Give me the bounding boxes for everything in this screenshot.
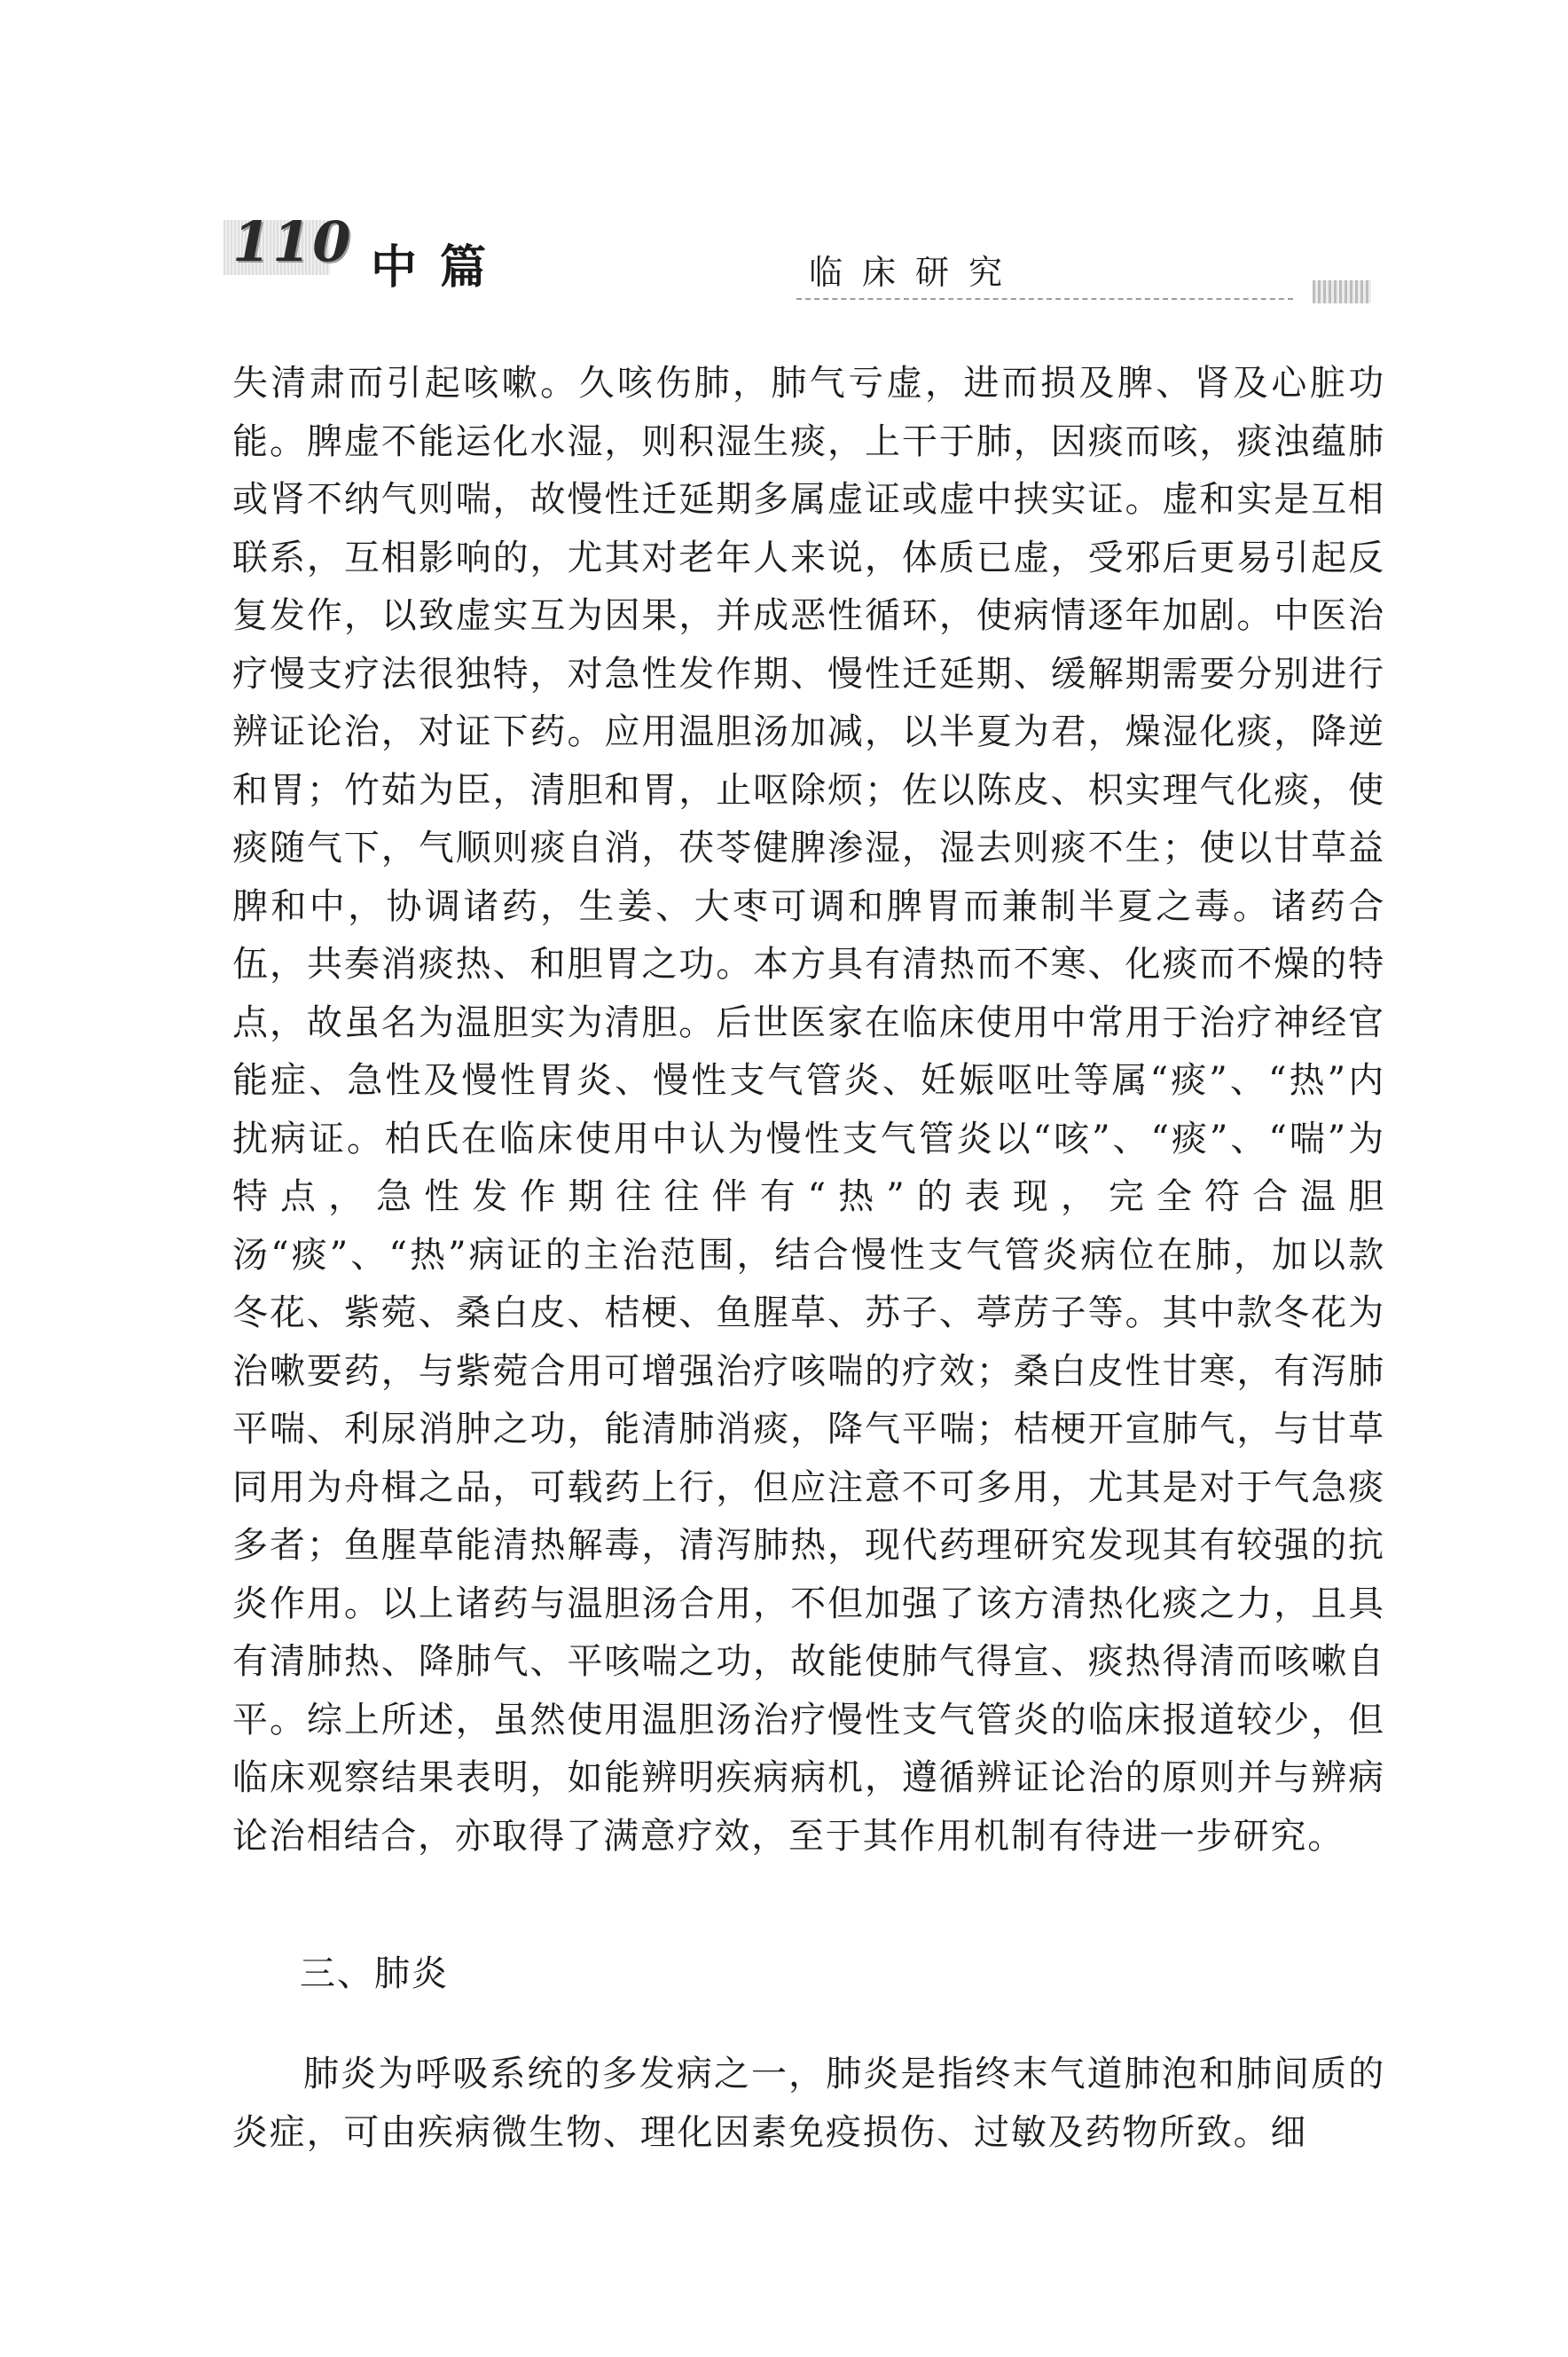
main-text xyxy=(232,355,1385,1866)
header-rule xyxy=(796,298,1293,300)
paragraph-1: 失清肃而引起咳嗽。久咳伤肺，肺气亏虚，进而损及脾、肾及心脏功能。脾虚不能运化水湿，则积湿生痰，上干于肺，因痰而咳，痰浊蕴肺或肾不纳气则喘，故慢性迁延期多属虚证或虚中挟实证。虚和实是互相联系，互相影响的，尤其对老年人来说，体质已虚，受邪后更易引起反复发作，以致虚实互为因果，并成恶性循环，使病情逐年加剧。中医治疗慢支疗法很独特，对急性发作期、慢性迁延期、缓解期需要分别进行辨证论治，对证下药。应用温胆汤加减，以半夏为君，燥湿化痰，降逆和胃；竹茹为臣，清胆和胃，止呕除烦；佐以陈皮、枳实理气化痰，使痰随气下，气顺则痰自消，茯苓健脾渗湿，湿去则痰不生；使以甘草益脾和中，协调诸药，生姜、大枣可调和脾胃而兼制半夏之毒。诸药合伍，共奏消痰热、和胆胃之功。本方具有清热而不寒、化痰而不燥的特点，故虽名为温胆实为清胆。后世医家在临床使用中常用于治疗神经官能症、急性及慢性胃炎、慢性支气管炎、妊娠呕吐等属“痰”、“热”内扰病证。柏氏在临床使用中认为慢性支气管炎以“咳”、“痰”、“喘”为特点，急性发作期往往伴有“热”的表现，完全符合温胆汤“痰”、“热”病证的主治范围，结合慢性支气管炎病位在肺，加以款冬花、紫菀、桑白皮、桔梗、鱼腥草、苏子、葶苈子等。其中款冬花为治嗽要药，与紫菀合用可增强治疗咳喘的疗效；桑白皮性甘寒，有泻肺平喘、利尿消肿之功，能清肺消痰，降气平喘；桔梗开宣肺气，与甘草同用为舟楫之品，可载药上行，但应注意不可多用，尤其是对于气急痰多者；鱼腥草能清热解毒，清泻肺热，现代药理研究发现其有较强的抗炎作用。以上诸药与温胆汤合用，不但加强了该方清热化痰之力，且具有清肺热、降肺气、平咳喘之功，故能使肺气得宣、痰热得清而咳嗽自平。综上所述，虽然使用温胆汤治疗慢性支气管炎的临床报道较少，但临床观察结果表明，如能辨明疾病病机，遵循辨证论治的原则并与辨病论治相结合，亦取得了满意疗效，至于其作用机制有待进一步研究。 xyxy=(232,363,1385,1857)
section-heading: 三、肺炎 xyxy=(300,1953,449,1994)
section-title: 临床研究 xyxy=(809,253,1023,292)
page-header xyxy=(0,0,1568,319)
corner-mark xyxy=(1313,280,1371,303)
part-title: 中篇 xyxy=(371,241,510,295)
main-text-2 xyxy=(232,2046,1385,2162)
page-number: 110 xyxy=(232,209,353,274)
paragraph-2: 肺炎为呼吸系统的多发病之一，肺炎是指终末气道肺泡和肺间质的炎症，可由疾病微生物、理化因素免疫损伤、过敏及药物所致。细 xyxy=(232,2054,1385,2153)
